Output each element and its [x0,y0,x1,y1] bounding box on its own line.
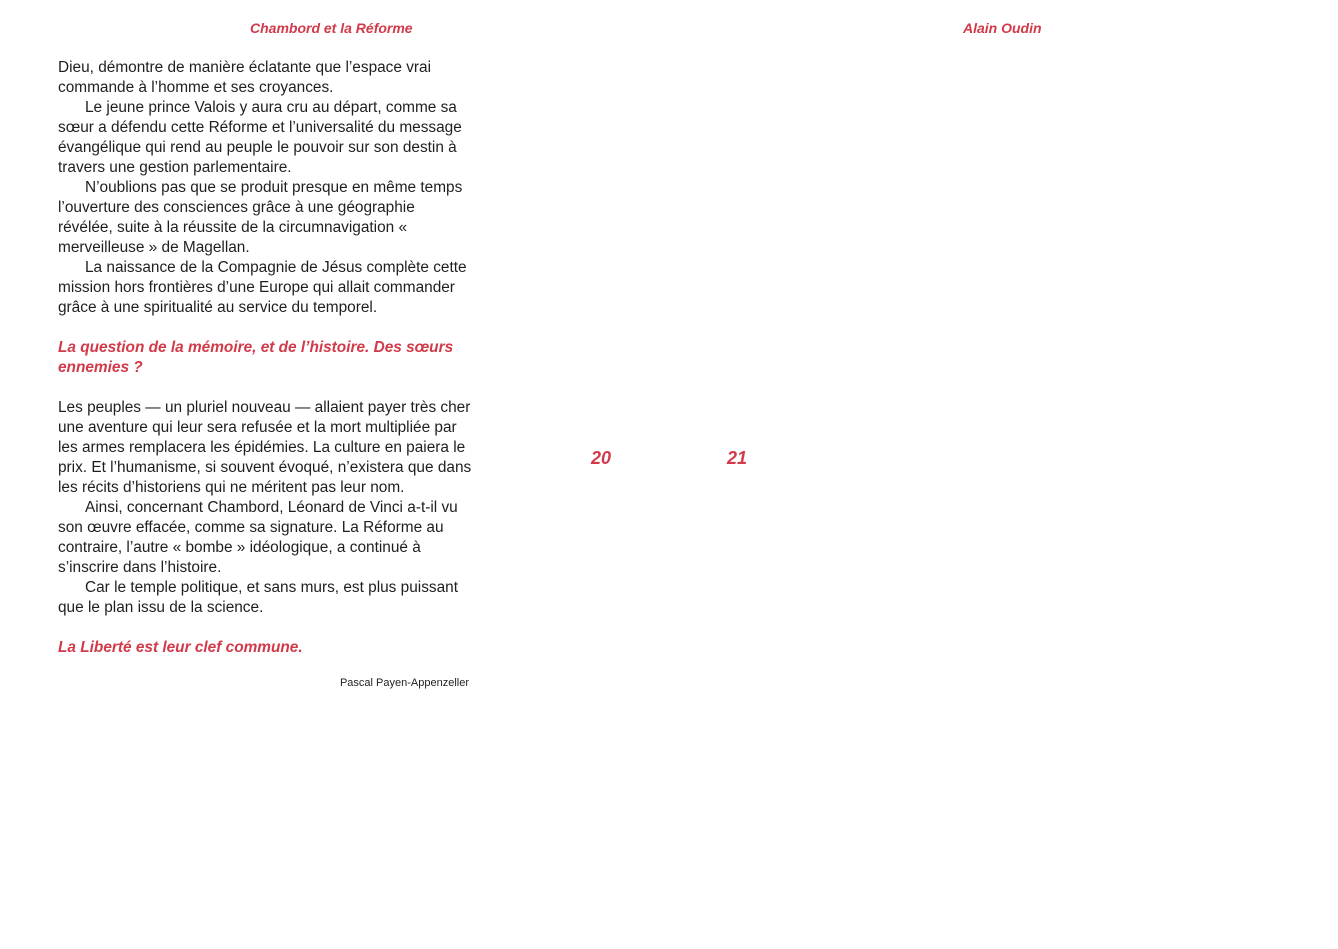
running-head-right: Alain Oudin [963,20,1042,36]
paragraph: Ainsi, concernant Chambord, Léonard de Vinci a-t-il vu son œuvre effacée, comme sa signature. La Réforme au contraire, l’autre « bombe » idéologique, a continué à s’inscrire dans l’histoire. [58,499,458,576]
paragraph: Le jeune prince Valois y aura cru au départ, comme sa sœur a défendu cette Réforme et l’universalité du message évangélique qui rend au peuple le pouvoir sur son destin à travers une gestion parlementaire. [58,99,462,176]
text-column [58,58,473,690]
paragraph: La naissance de la Compagnie de Jésus complète cette mission hors frontières d’une Europe qui allait commander grâce à une spiritualité au service du temporel. [58,259,467,316]
paragraph: Les peuples — un pluriel nouveau — allaient payer très cher une aventure qui leur sera refusée et la mort multipliée par les armes remplacera les épidémies. La culture en paiera le prix. Et l’humanisme, si souvent évoqué, n’existera que dans les récits d’historiens qui ne méritent pas leur nom. [58,399,472,496]
paragraph: Dieu, démontre de manière éclatante que l’espace vrai commande à l’homme et ses croyances. [58,59,432,96]
paragraph: Car le temple politique, et sans murs, est plus puissant que le plan issu de la science. [58,579,458,616]
running-head-left: Chambord et la Réforme [250,20,413,36]
closing-heading: La Liberté est leur clef commune. [58,639,303,656]
author-signature: Pascal Payen-Appenzeller [339,677,469,689]
page-number-right: 21 [727,448,748,468]
section-heading: La question de la mémoire, et de l’histoire. Des sœurs ennemies ? [58,339,454,376]
page-number-left: 20 [591,448,612,468]
paragraph: N’oublions pas que se produit presque en même temps l’ouverture des consciences grâce à une géographie révélée, suite à la réussite de la circumnavigation « merveilleuse » de Magellan. [58,179,463,256]
